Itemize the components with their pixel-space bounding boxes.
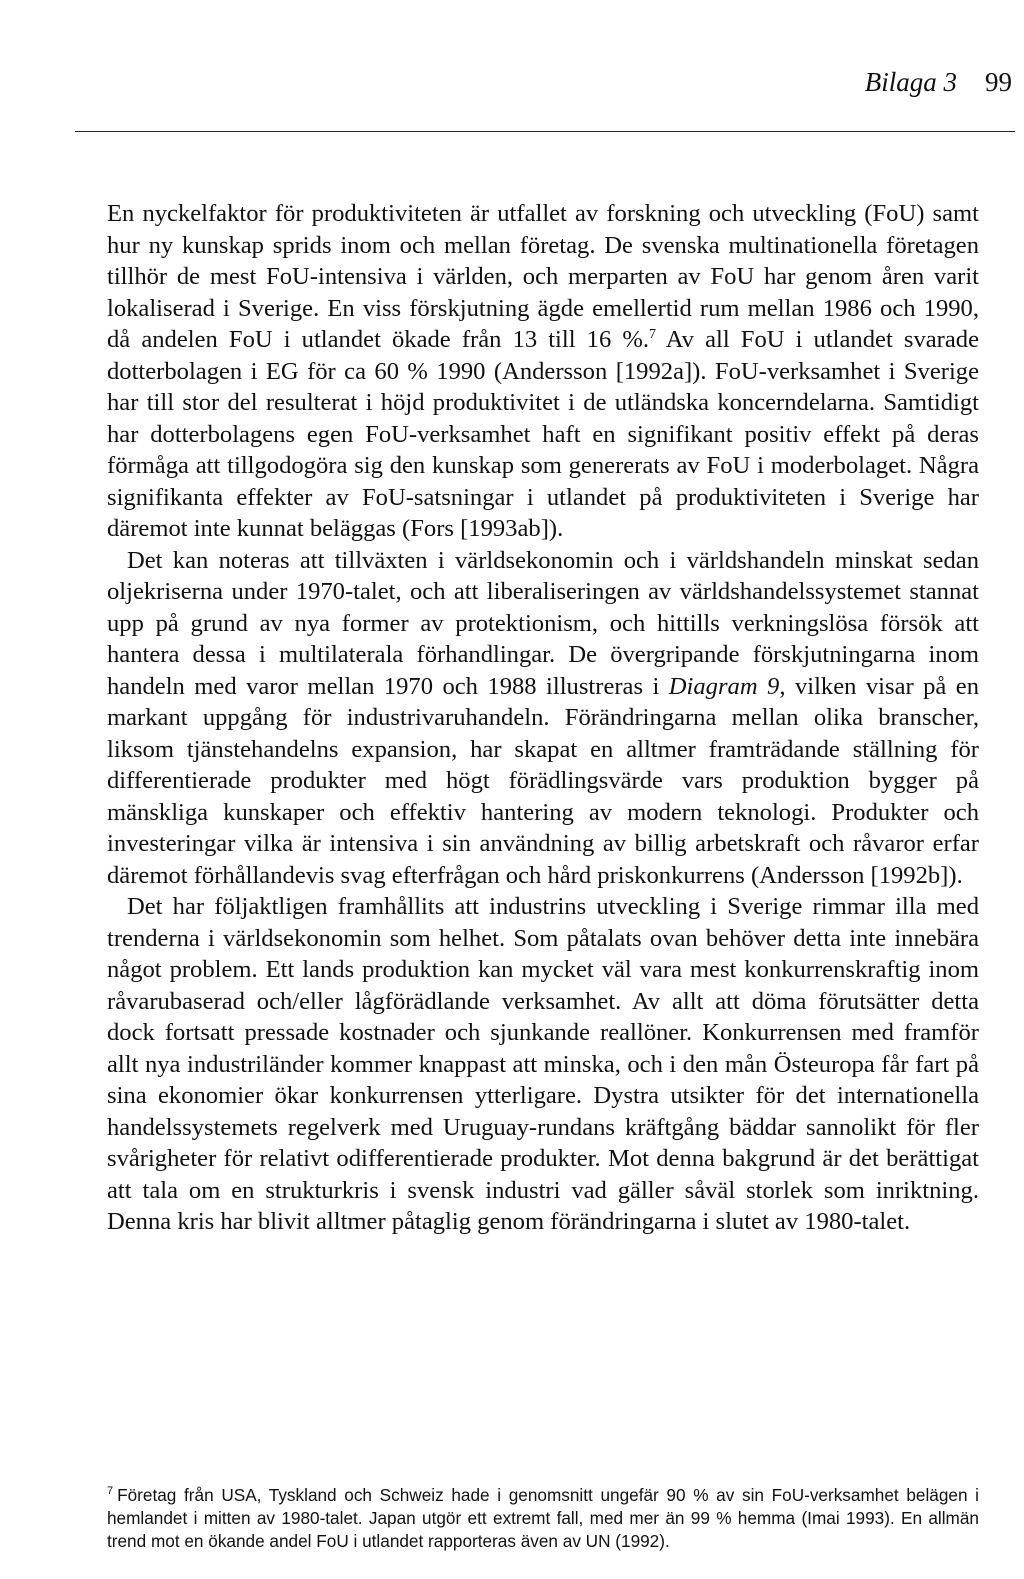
footnote: [107, 1484, 979, 1553]
paragraph-2-text-b: , vilken visar på en markant uppgång för industrivaruhandeln. Förändringarna mellan olika branscher, liksom tjänstehandelns expansion, har skapat en alltmer framträdande ställning för differentierade produkter med högt förädlingsvärde vars produktion bygger på mänskliga kunskaper och effektiv hantering av modern teknologi. Produkter och investeringar vilka är intensiva i sin användning av billig arbetskraft och råvaror erfar däremot förhållandevis svag efterfrågan och hård priskonkurrens (Andersson [1992b]).: [107, 672, 980, 889]
diagram-reference: Diagram 9: [668, 672, 780, 700]
body-text: [107, 198, 979, 1238]
section-title: Bilaga 3: [864, 67, 957, 97]
footnote-marker: 7: [107, 1485, 114, 1498]
paragraph-1-text-b: Av all FoU i utlandet svarade dotterbolagen i EG för ca 60 % 1990 (Andersson [1992a]). FoU-verksamhet i Sverige har till stor del resulterat i höjd produktivitet i de utländska koncerndelarna. Samtidigt har dotterbolagens egen FoU-verksamhet haft en signifikant positiv effekt på deras förmåga att tillgodogöra sig den kunskap som genererats av FoU i moderbolaget. Några signifikanta effekter av FoU-satsningar i utlandet på produktiviteten i Sverige har däremot inte kunnat beläggas (Fors [1993ab]).: [107, 326, 979, 542]
footnote-reference: 7: [649, 326, 656, 342]
paragraph-2: [107, 545, 979, 892]
footnote-text: Företag från USA, Tyskland och Schweiz hade i genomsnitt ungefär 90 % av sin FoU-verksamhet belägen i hemlandet i mitten av 1980-talet. Japan utgör ett extremt fall, med mer än 99 % hemma (Imai 1993). En allmän trend mot en ökande andel FoU i utlandet rapporteras även av UN (1992).: [107, 1485, 979, 1551]
paragraph-2-text-a: Det kan noteras att tillväxten i världsekonomin och i världshandeln minskat sedan oljekriserna under 1970-talet, och att liberaliseringen av världshandelssystemet stannat upp på grund av nya former av protektionism, och hittills verkningslösa försök att hantera dessa i multilaterala förhandlingar. De övergripande förskjutningarna inom handeln med varor mellan 1970 och 1988 illustreras i: [107, 546, 979, 700]
header-rule: [75, 131, 1015, 132]
paragraph-1-text-a: En nyckelfaktor för produktiviteten är utfallet av forskning och utveckling (FoU) samt hur ny kunskap sprids inom och mellan företag. De svenska multinationella företagen tillhör de mest FoU-intensiva i världen, och merparten av FoU har genom åren varit lokaliserad i Sverige. En viss förskjutning ägde emellertid rum mellan 1986 och 1990, då andelen FoU i utlandet ökade från 13 till 16 %.: [107, 200, 979, 353]
paragraph-3: Det har följaktligen framhållits att industrins utveckling i Sverige rimmar illa med trenderna i världsekonomin som helhet. Som påtalats ovan behöver detta inte innebära något problem. Ett lands produktion kan mycket väl vara mest konkurrenskraftig inom råvarubaserad och/eller lågförädlande verksamhet. Av allt att döma förutsätter detta dock fortsatt pressade kostnader och sjunkande reallöner. Konkurrensen med framför allt nya industriländer kommer knappast att minska, och i den mån Östeuropa får fart på sina ekonomier ökar konkurrensen ytterligare. Dystra utsikter för det internationella handelssystemets regelverk med Uruguay-rundans kräftgång bäddar sannolikt för fler svårigheter för relativt odifferentierade produkter. Mot denna bakgrund är det berättigat att tala om en strukturkris i svensk industri vad gäller såväl storlek som inriktning. Denna kris har blivit alltmer påtaglig genom förändringarna i slutet av 1980-talet.: [107, 893, 979, 1235]
page-number: 99: [985, 67, 1012, 97]
running-header: [865, 66, 1012, 98]
paragraph-1: [107, 198, 979, 545]
